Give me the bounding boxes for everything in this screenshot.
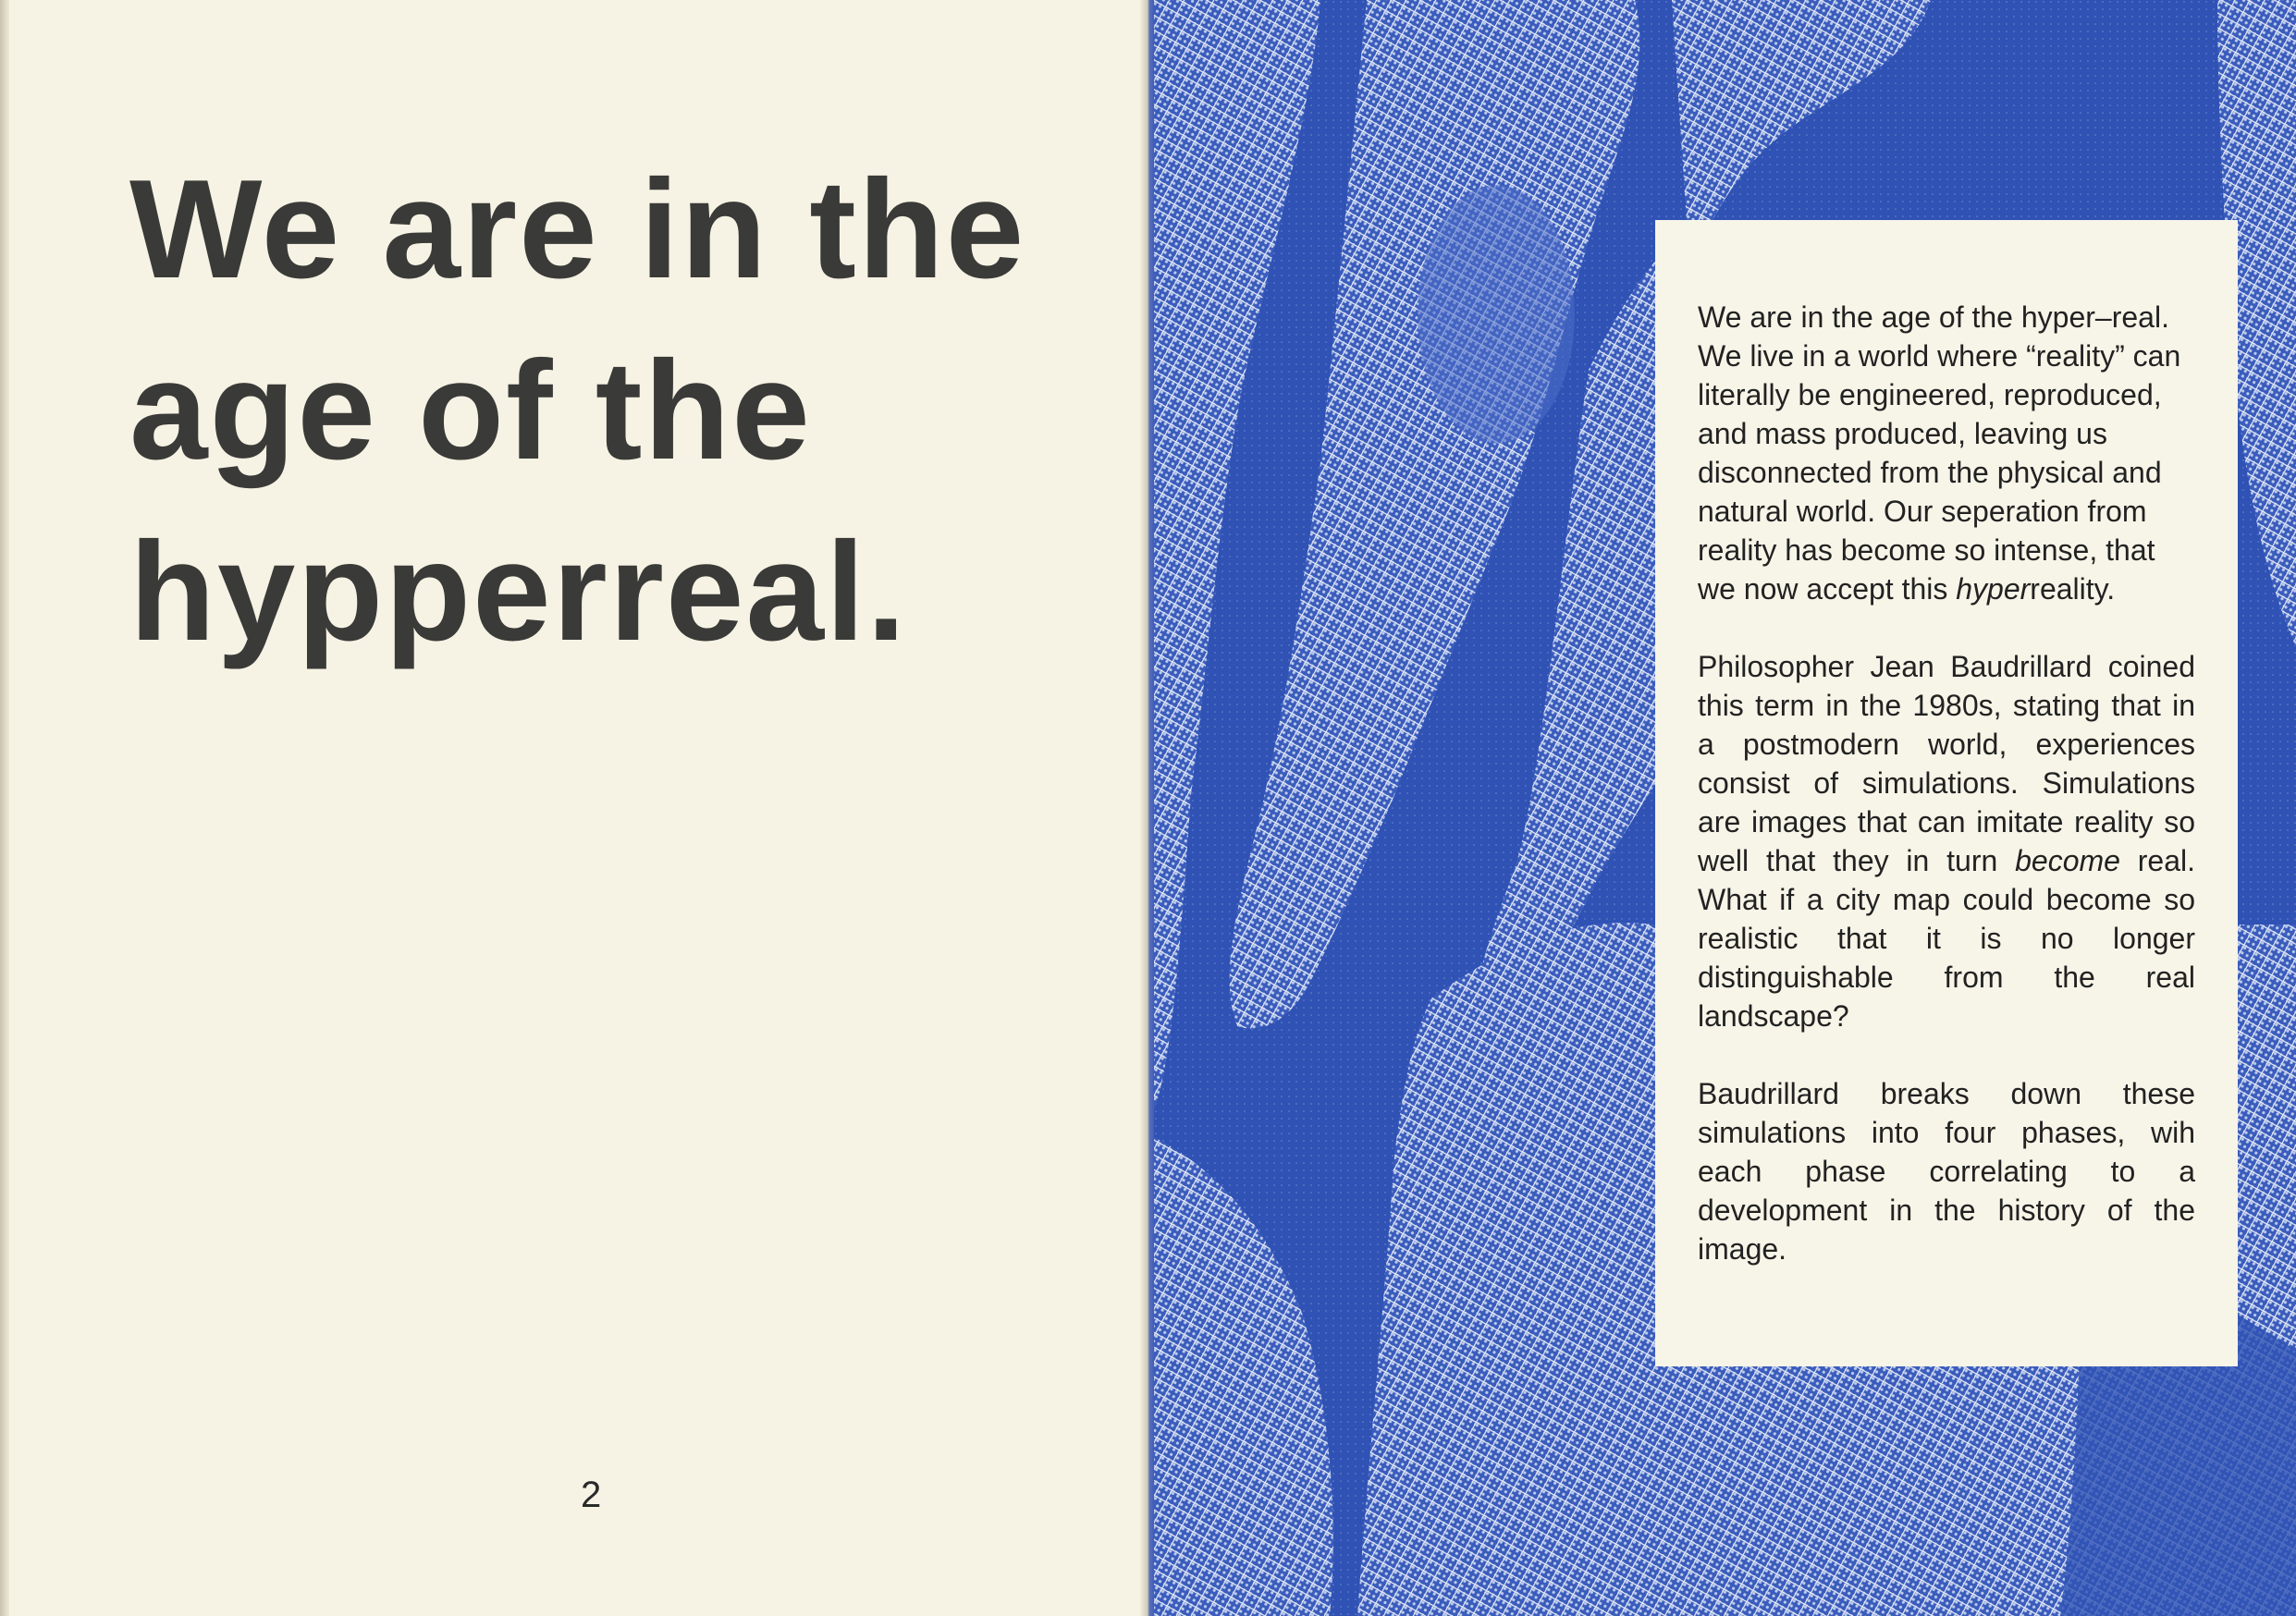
page-number: 2 (581, 1475, 602, 1515)
text-panel (1655, 220, 2238, 1366)
paragraph-1-text: We are in the age of the hyper–real. We live in a world where “reality” can literally be engineered, reproduced, and mass produced, leaving us disconnected from the physical and natural world. Our seperation from reality has become so intense, that we now accept this (1698, 300, 2181, 606)
paragraph-3: Baudrillard breaks down these simulations into four phases, wih each phase correlating to a development in the history of the image. (1698, 1077, 2195, 1266)
headline-line-2: age of the (129, 332, 812, 489)
paragraph-2-emphasis: become (2015, 844, 2120, 877)
paragraph-1 (1698, 298, 2195, 608)
paragraph-1-text-end: reality. (2030, 572, 2116, 606)
headline-line-3: hypperreal. (129, 513, 908, 670)
headline (129, 139, 1128, 682)
paragraph-2-text: Philosopher Jean Baudrillard coined this term in the 1980s, stating that in a postmodern world, experiences consist of simulations. Simulations are images that can imitate reality so well that they in turn (1698, 650, 2195, 877)
paragraph-1-emphasis: hyper (1956, 572, 2031, 606)
page-edge (0, 0, 9, 1616)
body-text (1698, 298, 2195, 1307)
paragraph-2 (1698, 647, 2195, 1035)
paragraph-2-text-end: real. What if a city map could become so realistic that it is no longer distinguishable from the real landscape? (1698, 844, 2195, 1033)
right-page (1154, 0, 2296, 1616)
headline-line-1: We are in the (129, 151, 1026, 308)
